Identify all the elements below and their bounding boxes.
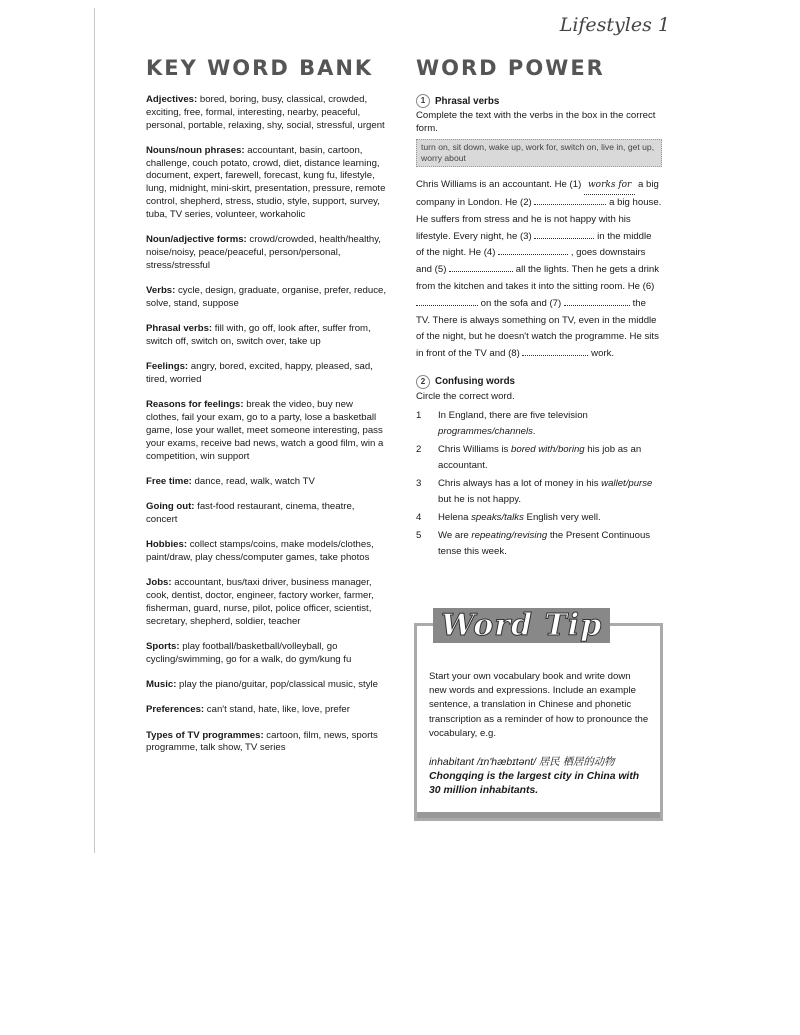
entry-words: fill with, go off, look after, suffer from, switch off, switch on, switch over, take up (146, 323, 371, 347)
item-number: 2 (416, 443, 422, 455)
entry-words: accountant, bus/taxi driver, business manager, cook, dentist, doctor, engineer, factory worker, farmer, fisherman, guard, nurse, pilot, police officer, scientist, secretary, shepherd, soldier, teacher (146, 577, 374, 627)
entry-label: Reasons for feelings: (146, 399, 244, 411)
entry-label: Verbs: (146, 285, 176, 297)
text-part: a big house. He suffers from stress and he is not happy with his lifestyle. Every night, he (3) (416, 196, 662, 242)
word-bank-entry (146, 641, 386, 667)
word-power (416, 56, 662, 562)
item-text (438, 476, 662, 508)
gap-fill-text (416, 177, 662, 363)
word-tip-title: Word Tip (433, 608, 610, 643)
entry-label: Nouns/noun phrases: (146, 144, 245, 156)
entry-words: bored, boring, busy, classical, crowded, exciting, free, formal, interesting, nearby, peaceful, personal, portable, relaxing, shy, social, stressful, urgent (146, 94, 385, 131)
entry-label: Going out: (146, 501, 195, 513)
entry-label: Free time: (146, 475, 192, 487)
item-text-before: In England, there are five television (438, 409, 588, 421)
word-bank-entry (146, 94, 386, 132)
item-number: 3 (416, 477, 422, 489)
key-word-bank-title: KEY WORD BANK (146, 56, 374, 80)
text-part: the TV. There is always something on TV, even in the middle of the night, but he doesn't watch the programme. He sits in front of the TV and (8) (416, 297, 659, 360)
entry-words: cycle, design, graduate, organise, prefer, reduce, solve, stand, suppose (146, 285, 386, 309)
confusing-words-item (416, 408, 662, 440)
entry-label: Preferences: (146, 704, 205, 716)
entry-words: collect stamps/coins, make models/clothes, paint/draw, play chess/computer games, take photos (146, 539, 374, 564)
entry-label: Hobbies: (146, 539, 188, 551)
answer-blank[interactable] (534, 195, 606, 205)
word-tip-example-word: inhabitant /ɪn'hæbɪtənt/ 居民 栖居的动物 (429, 757, 615, 768)
text-part: a big company in London. He (2) (416, 179, 659, 208)
word-tip-example (429, 756, 652, 798)
item-number: 1 (416, 409, 422, 421)
answer-blank[interactable] (416, 296, 478, 306)
word-choice[interactable]: bored with/boring (511, 443, 585, 455)
section-phrasal-verbs-title (416, 94, 662, 108)
entry-label: Jobs: (146, 577, 172, 589)
text-part: , goes downstairs and (5) (416, 247, 646, 276)
word-choice[interactable]: programmes/channels (438, 425, 533, 437)
answer-blank[interactable] (522, 346, 588, 356)
entry-label: Types of TV programmes: (146, 729, 264, 741)
text-part: work. (591, 348, 615, 360)
entry-words: accountant, basin, cartoon, challenge, couch potato, crowd, diet, distance learning, document, expert, farewell, forecast, kung fu, lifestyle, lung, midnight, mini-skirt, presentation, pressure, remote control, shepherd, stress, studio, style, support, survey, tuba, TV series, volunteer, workaholic (146, 144, 386, 220)
item-text (438, 528, 662, 560)
word-bank-entry (146, 323, 386, 349)
item-text-after: English very well. (523, 511, 601, 523)
word-bank-entry (146, 285, 386, 311)
confusing-words-item (416, 442, 662, 474)
key-word-bank (146, 56, 386, 768)
example-answer: works for (584, 177, 635, 195)
word-bank-entry (146, 234, 386, 272)
word-choice[interactable]: wallet/purse (601, 477, 653, 489)
entry-words: crowd/crowded, health/healthy, noise/noisy, peace/peaceful, person/personal, stress/stressful (146, 234, 381, 271)
item-text-before: Chris always has a lot of money in his (438, 477, 602, 489)
word-tip-text: Start your own vocabulary book and write down new words and expressions. Include an example sentence, a translation in Chinese and phonetic transcription as a reminder of how to pronounce the vocabulary, e.g. (429, 671, 649, 739)
confusing-words-item (416, 528, 662, 560)
text-part: Chris Williams is an accountant. He (1) (416, 179, 582, 191)
word-bank-entry (146, 730, 386, 756)
word-tip-box (414, 608, 663, 821)
confusing-words-list (416, 408, 662, 560)
word-box: turn on, sit down, wake up, work for, switch on, live in, get up, worry about (416, 139, 662, 167)
word-power-title: WORD POWER (416, 56, 605, 80)
item-text (438, 408, 662, 440)
word-bank-entry (146, 679, 386, 692)
text-part: all the lights. Then he gets a drink from the kitchen and takes it into the sitting room. He (6) (416, 264, 660, 292)
item-text (438, 442, 662, 474)
text-part: on the sofa and (7) (480, 297, 562, 309)
entry-label: Phrasal verbs: (146, 323, 213, 335)
word-bank-entry (146, 539, 386, 565)
entry-label: Adjectives: (146, 94, 198, 105)
answer-blank[interactable] (498, 245, 568, 255)
word-bank-entry (146, 361, 386, 387)
item-text-after: but he is not happy. (438, 493, 522, 505)
item-text-after: his job as an accountant. (438, 443, 642, 471)
entry-label: Music: (146, 679, 177, 691)
word-bank-entry (146, 704, 386, 717)
entry-words: can't stand, hate, like, love, prefer (204, 704, 350, 716)
word-tip-example-sentence: Chongqing is the largest city in China with 30 million inhabitants. (429, 771, 640, 796)
entry-words: fast-food restaurant, cinema, theatre, concert (146, 501, 355, 525)
confusing-words-item (416, 510, 662, 526)
entry-label: Noun/adjective forms: (146, 234, 247, 246)
answer-blank[interactable] (564, 296, 630, 306)
item-text-after: the Present Continuous tense this week. (438, 529, 651, 557)
entry-words: dance, read, walk, watch TV (191, 475, 315, 487)
entry-words: angry, bored, excited, happy, pleased, sad, tired, worried (146, 361, 373, 386)
item-text-before: We are (438, 529, 472, 541)
entry-label: Feelings: (146, 361, 189, 373)
entry-words: break the video, buy new clothes, fail your exam, go to a party, lose a basketball game, lose your wallet, meet someone interesting, pass your exams, receive bad news, watch a good film, win a competition, win support (146, 399, 384, 462)
entry-words: play the piano/guitar, pop/classical music, style (176, 679, 378, 691)
item-text-before: Chris Williams is (438, 443, 512, 455)
item-number: 5 (416, 529, 422, 541)
entry-words: cartoon, film, news, sports programme, talk show, TV series (146, 729, 378, 754)
word-bank-entry (146, 501, 386, 527)
entry-list (146, 94, 386, 755)
scan-edge-line (94, 8, 95, 853)
answer-blank[interactable] (449, 262, 513, 272)
running-head: Lifestyles 1 (559, 14, 670, 36)
word-choice[interactable]: speaks/talks (471, 511, 524, 523)
item-text-after: . (532, 425, 536, 437)
text-part: in the middle of the night. He (4) (416, 230, 652, 259)
entry-words: play football/basketball/volleyball, go cycling/swimming, go for a walk, do gym/kung fu (146, 641, 352, 665)
item-number: 4 (416, 511, 422, 523)
item-text (438, 510, 601, 526)
word-bank-entry (146, 476, 386, 489)
confusing-words-item (416, 476, 662, 508)
section-number-badge: 2 (416, 375, 430, 389)
section-instruction: Circle the correct word. (416, 390, 515, 402)
word-tip-border-bottom (417, 812, 660, 818)
section-confusing-words-title (416, 375, 662, 389)
item-text-before: Helena (438, 511, 472, 523)
answer-blank[interactable] (534, 229, 594, 239)
word-choice[interactable]: repeating/revising (471, 529, 548, 541)
section-title-text: Phrasal verbs (435, 95, 500, 107)
section-number-badge: 1 (416, 94, 430, 108)
word-bank-entry (146, 145, 386, 222)
entry-label: Sports: (146, 641, 180, 652)
word-bank-entry (146, 577, 386, 628)
word-bank-entry (146, 399, 386, 463)
section-title-text: Confusing words (435, 376, 516, 388)
section-instruction: Complete the text with the verbs in the box in the correct form. (416, 110, 656, 134)
